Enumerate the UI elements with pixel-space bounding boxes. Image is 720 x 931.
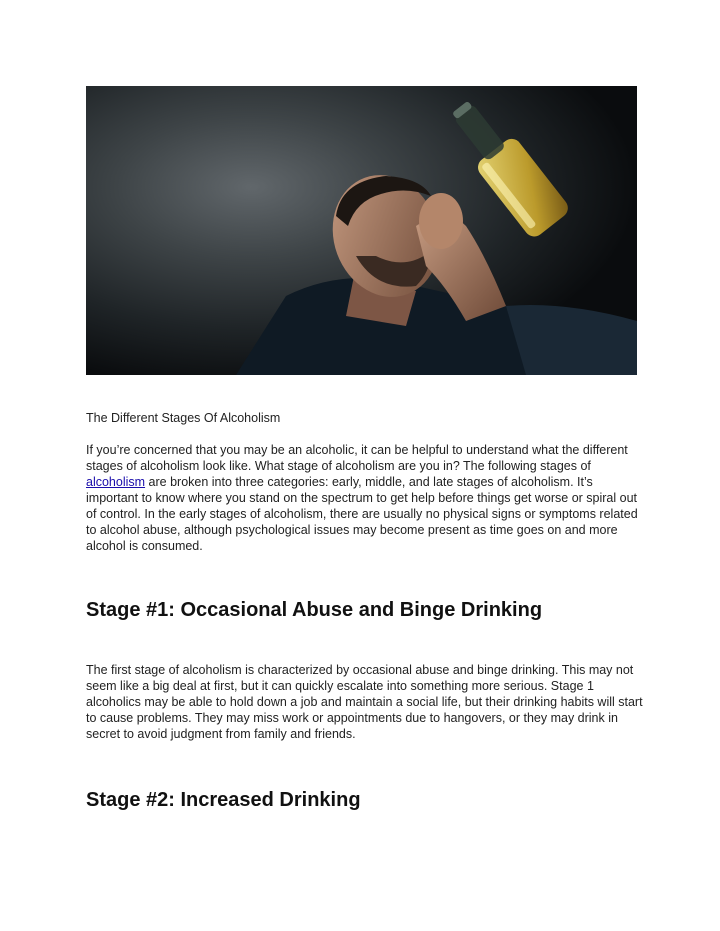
intro-paragraph xyxy=(86,442,646,554)
stage-2-heading: Stage #2: Increased Drinking xyxy=(86,789,361,811)
stage-1-paragraph: The first stage of alcoholism is characterized by occasional abuse and binge drinking. This may not seem like a big deal at first, but it can quickly escalate into something more serious. Stage 1 alcoholics may be able to hold down a job and maintain a social life, but their drinking habits will start to cause problems. They may miss work or appointments due to hangovers, or they may drink in secret to avoid judgment from family and friends. xyxy=(86,663,643,741)
stage-1-heading: Stage #1: Occasional Abuse and Binge Drinking xyxy=(86,599,543,621)
man-drinking-from-bottle-photo-icon xyxy=(86,86,637,375)
man-drinking-photo xyxy=(86,86,637,375)
intro-text-start: If you’re concerned that you may be an alcoholic, it can be helpful to understand what the different stages of alcoholism look like. What stage of alcoholism are you in? The following stages of xyxy=(86,443,628,473)
alcoholism-link[interactable]: alcoholism xyxy=(86,475,146,489)
article-subtitle: The Different Stages Of Alcoholism xyxy=(86,411,281,425)
intro-text-end: are broken into three categories: early, middle, and late stages of alcoholism. It’s important to know where you stand on the spectrum to get help before things get worse or spiral out of control. In the early stages of alcoholism, there are usually no physical signs or symptoms related to alcohol abuse, although psychological issues may become present as time goes on and more alcohol is consumed. xyxy=(86,475,638,553)
